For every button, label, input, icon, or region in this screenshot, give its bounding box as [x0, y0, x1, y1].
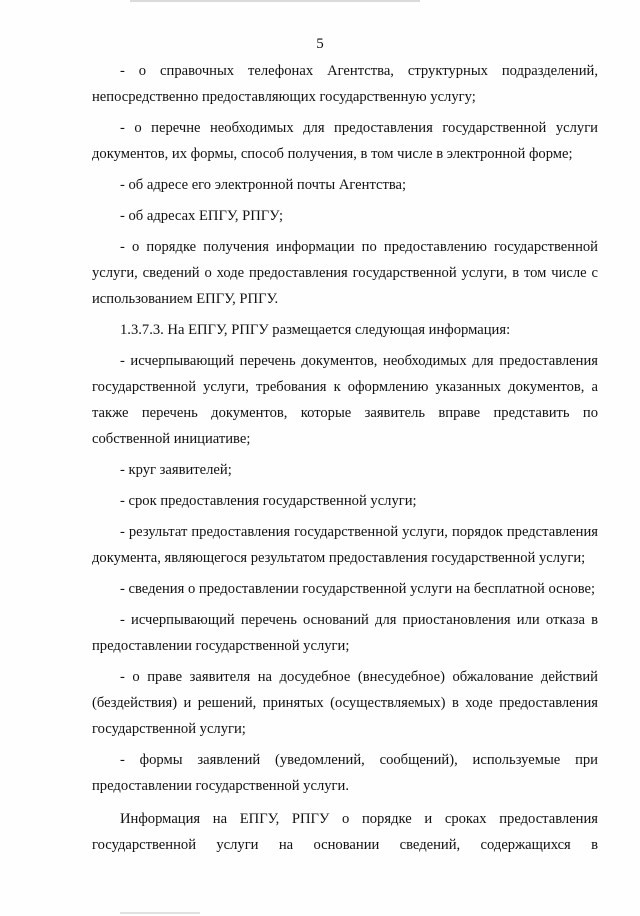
page-number: 5 [316, 36, 324, 52]
document-body [92, 58, 598, 858]
paragraph-14: - формы заявлений (уведомлений, сообщений), используемые при предоставлении государственной услуги. [92, 752, 598, 794]
paragraph-9: - срок предоставления государственной услуги; [120, 493, 417, 509]
paragraph-10: - результат предоставления государственной услуги, порядок представления документа, являющегося результатом предоставления государственной услуги; [92, 524, 598, 566]
paragraph-8: - круг заявителей; [120, 462, 232, 478]
paragraph-2: - о перечне необходимых для предоставления государственной услуги документов, их формы, способ получения, в том числе в электронной форме; [92, 120, 598, 162]
paragraph-13: - о праве заявителя на досудебное (внесудебное) обжалование действий (бездействия) и решений, принятых (осуществляемых) в ходе предоставления государственной услуги; [92, 669, 598, 737]
paragraph-11: - сведения о предоставлении государственной услуги на бесплатной основе; [120, 581, 596, 597]
paragraph-7: - исчерпывающий перечень документов, необходимых для предоставления государственной услуги, требования к оформлению указанных документов, а также перечень документов, которые заявитель вправе представить по собственной инициативе; [92, 353, 598, 447]
paragraph-4: - об адресах ЕПГУ, РПГУ; [120, 208, 284, 224]
paragraph-5: - о порядке получения информации по предоставлению государственной услуги, сведений о ходе предоставления государственной услуги, в том числе с использованием ЕПГУ, РПГУ. [92, 239, 598, 307]
scan-artifact-top [130, 0, 420, 2]
paragraph-15: Информация на ЕПГУ, РПГУ о порядке и сроках предоставления государственной услуги на основании сведений, содержащихся в [92, 811, 598, 853]
paragraph-6: 1.3.7.3. На ЕПГУ, РПГУ размещается следующая информация: [120, 322, 511, 338]
scan-artifact-bottom [120, 912, 200, 914]
paragraph-1: - о справочных телефонах Агентства, структурных подразделений, непосредственно предоставляющих государственную услугу; [92, 63, 598, 105]
paragraph-3: - об адресе его электронной почты Агентства; [120, 177, 407, 193]
paragraph-12: - исчерпывающий перечень оснований для приостановления или отказа в предоставлении государственной услуги; [92, 612, 598, 654]
